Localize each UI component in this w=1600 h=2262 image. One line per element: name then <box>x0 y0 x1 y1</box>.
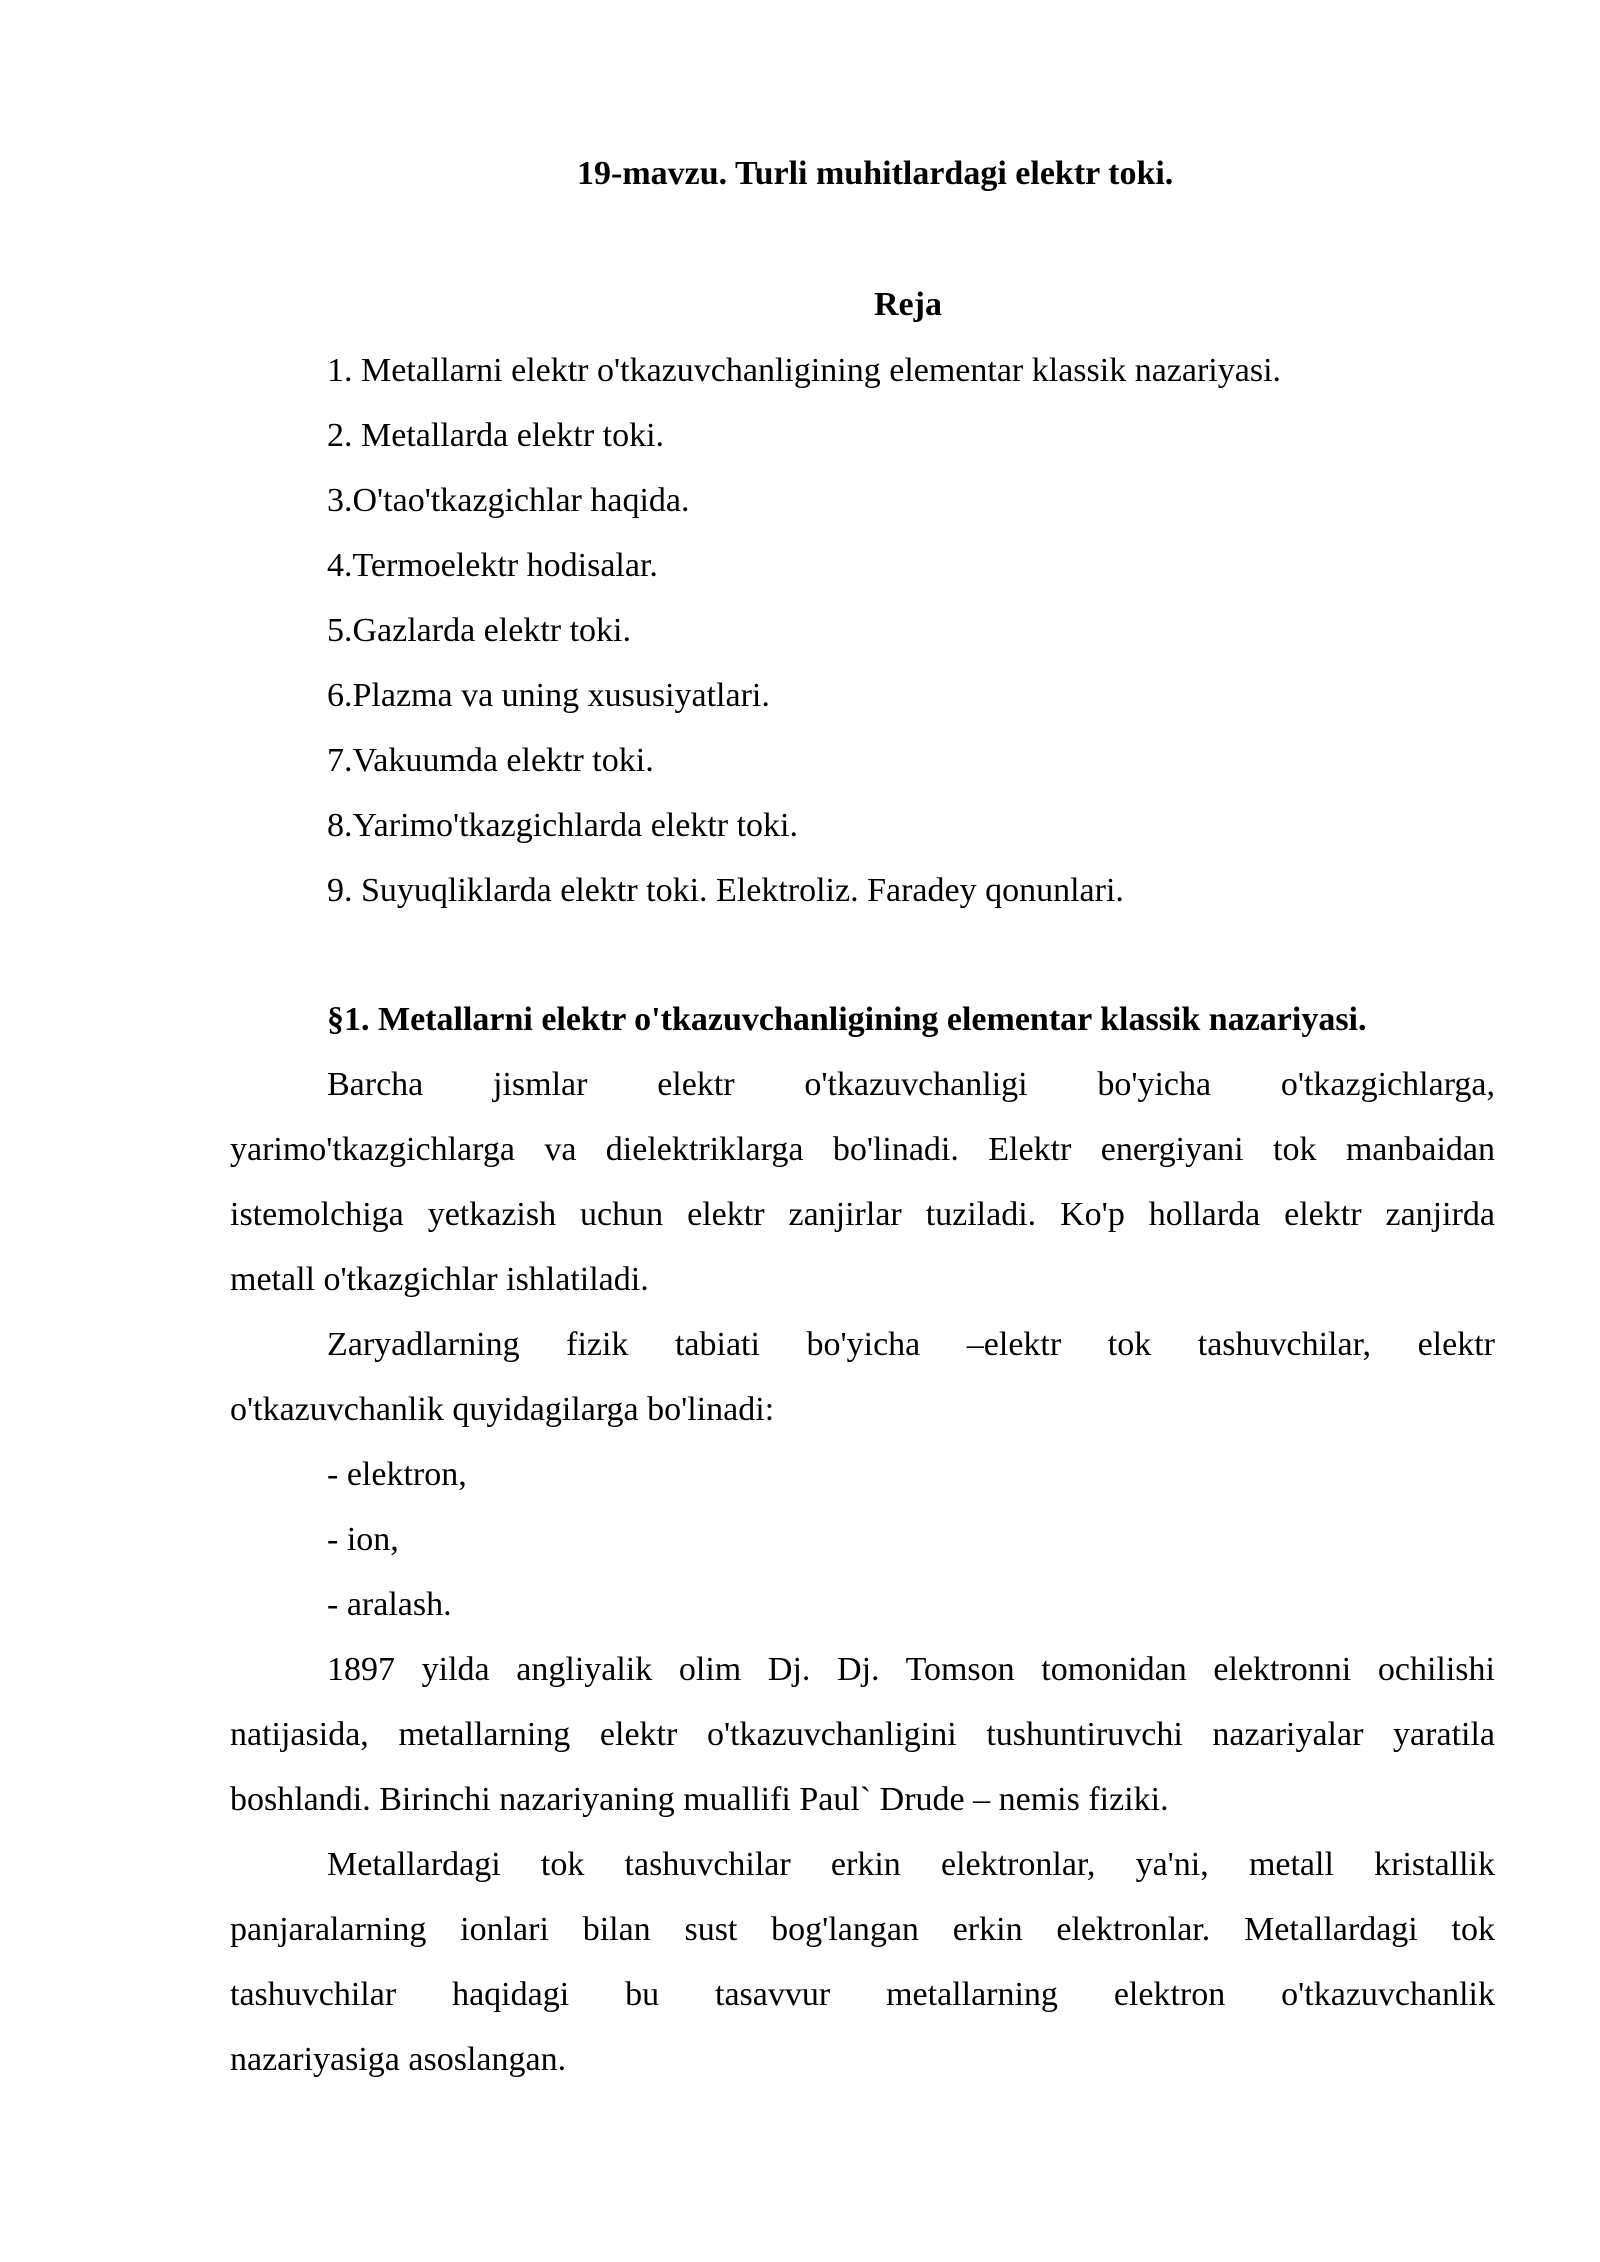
list-item: - ion, <box>327 1521 399 1558</box>
paragraph-line: tashuvchilar haqidagi bu tasavvur metallarning elektron o'tkazuvchanlik <box>230 1976 1495 2013</box>
plan-item: 9. Suyuqliklarda elektr toki. Elektroliz. Faradey qonunlari. <box>327 872 1124 909</box>
paragraph-line: metall o'tkazgichlar ishlatiladi. <box>230 1261 649 1298</box>
plan-item: 4.Termoelektr hodisalar. <box>327 547 658 584</box>
plan-heading: Reja <box>874 286 942 323</box>
paragraph-line: boshlandi. Birinchi nazariyaning muallifi Paul` Drude – nemis fiziki. <box>230 1781 1169 1818</box>
paragraph-line: panjaralarning ionlari bilan sust bog'langan erkin elektronlar. Metallardagi tok <box>230 1911 1495 1948</box>
plan-item: 7.Vakuumda elektr toki. <box>327 742 654 779</box>
paragraph-line: Barcha jismlar elektr o'tkazuvchanligi bo'yicha o'tkazgichlarga, <box>327 1066 1495 1103</box>
paragraph-line: Metallardagi tok tashuvchilar erkin elektronlar, ya'ni, metall kristallik <box>327 1846 1495 1883</box>
list-item: - aralash. <box>327 1586 452 1623</box>
section-heading: §1. Metallarni elektr o'tkazuvchanligining elementar klassik nazariyasi. <box>327 1001 1367 1038</box>
paragraph-line: 1897 yilda angliyalik olim Dj. Dj. Tomson tomonidan elektronni ochilishi <box>327 1651 1495 1688</box>
plan-item: 3.O'tao'tkazgichlar haqida. <box>327 482 690 519</box>
plan-item: 1. Metallarni elektr o'tkazuvchanligining elementar klassik nazariyasi. <box>327 352 1282 389</box>
paragraph-line: Zaryadlarning fizik tabiati bo'yicha –elektr tok tashuvchilar, elektr <box>327 1326 1495 1363</box>
plan-item: 5.Gazlarda elektr toki. <box>327 612 631 649</box>
plan-item: 8.Yarimo'tkazgichlarda elektr toki. <box>327 807 798 844</box>
paragraph-line: nazariyasiga asoslangan. <box>230 2041 567 2078</box>
paragraph-line: o'tkazuvchanlik quyidagilarga bo'linadi: <box>230 1391 775 1428</box>
document-page <box>230 0 1495 2262</box>
paragraph-line: natijasida, metallarning elektr o'tkazuvchanligini tushuntiruvchi nazariyalar yaratila <box>230 1716 1495 1753</box>
document-title: 19-mavzu. Turli muhitlardagi elektr toki. <box>577 155 1174 192</box>
paragraph-line: yarimo'tkazgichlarga va dielektriklarga bo'linadi. Elektr energiyani tok manbaidan <box>230 1131 1495 1168</box>
plan-item: 2. Metallarda elektr toki. <box>327 417 665 454</box>
list-item: - elektron, <box>327 1456 467 1493</box>
plan-item: 6.Plazma va uning xususiyatlari. <box>327 677 770 714</box>
paragraph-line: istemolchiga yetkazish uchun elektr zanjirlar tuziladi. Ko'p hollarda elektr zanjirda <box>230 1196 1495 1233</box>
